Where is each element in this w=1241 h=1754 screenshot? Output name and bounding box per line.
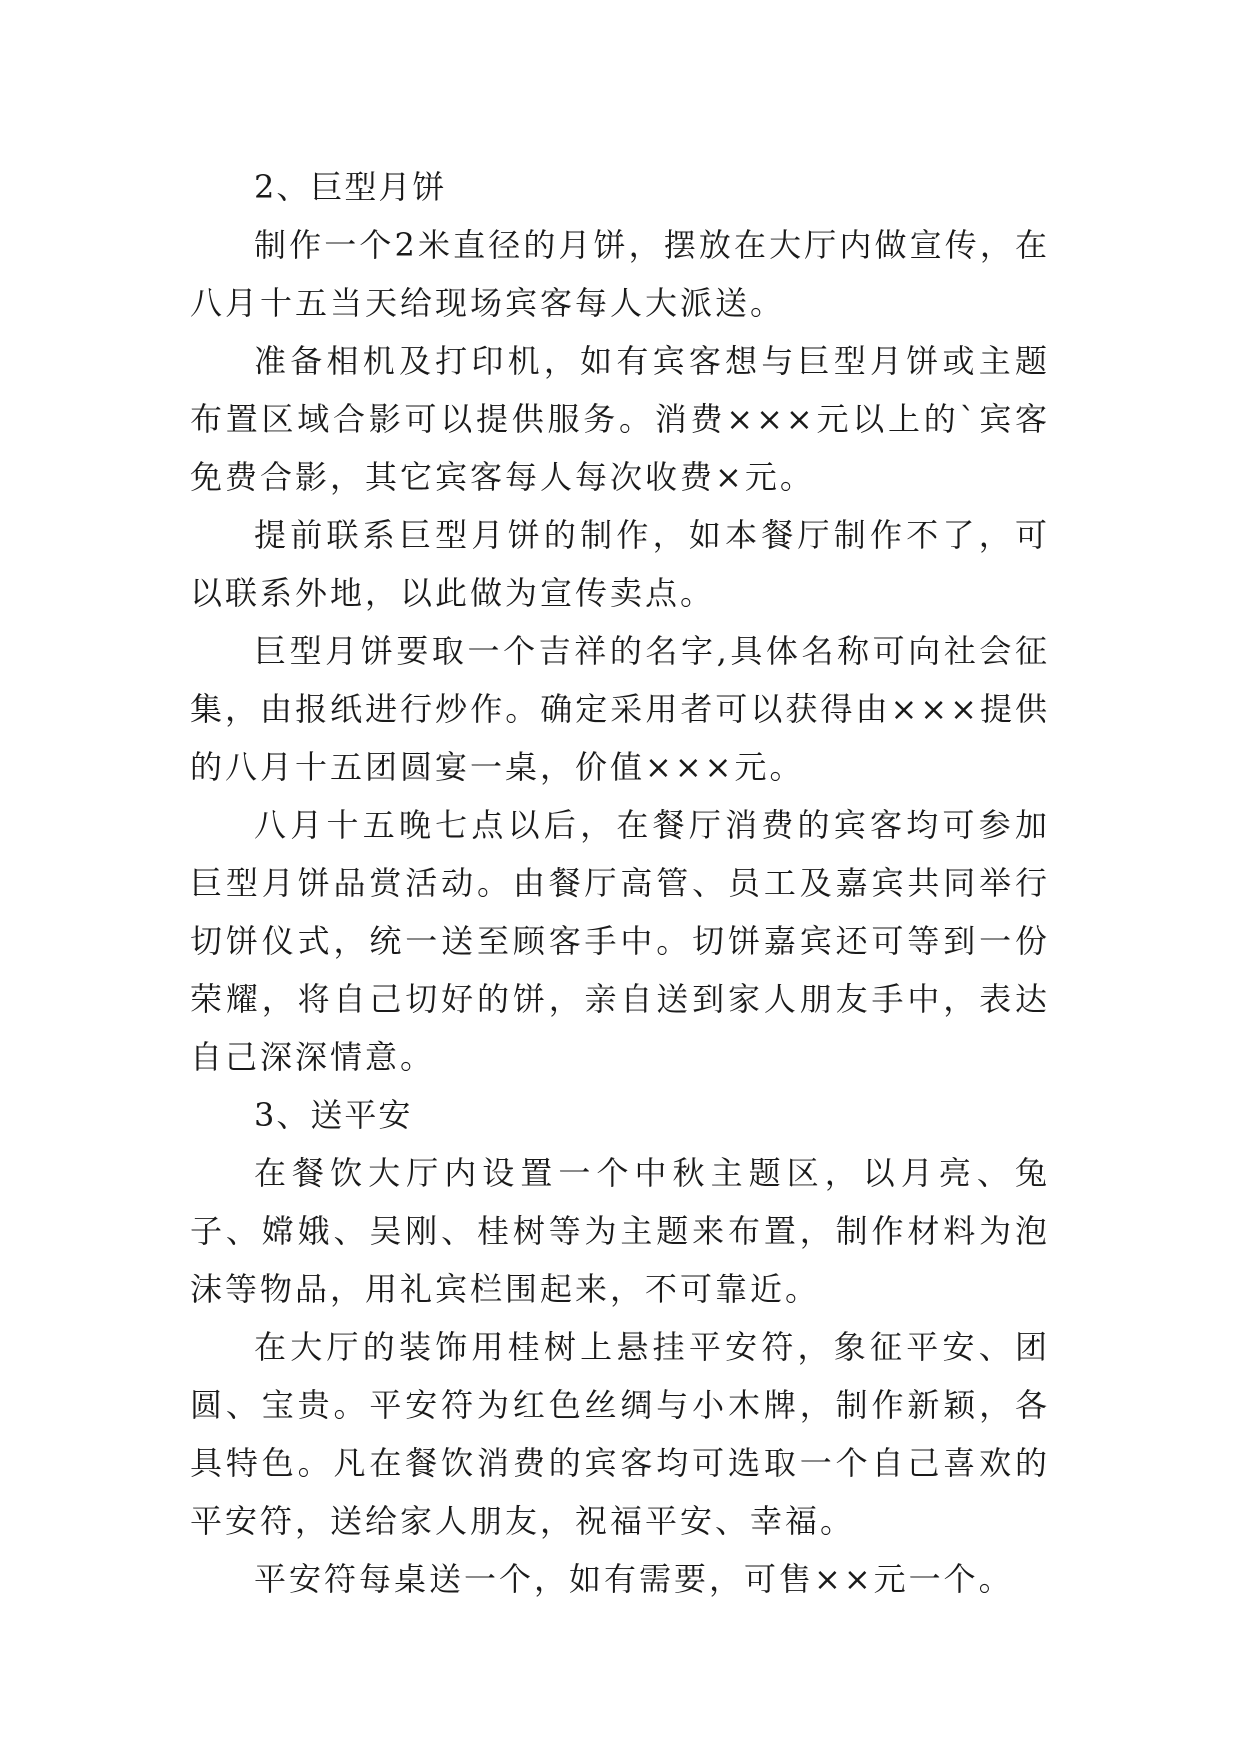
paragraph-tasting-event: 八月十五晚七点以后，在餐厅消费的宾客均可参加巨型月饼品赏活动。由餐厅高管、员工及嘉宾共同举行切饼仪式，统一送至顾客手中。切饼嘉宾还可等到一份荣耀，将自己切好的饼，亲自送到家人朋友手中，表达自己深深情意。	[190, 806, 1050, 1076]
section-heading-send-peace: 3、送平安	[254, 1096, 413, 1134]
section-heading-giant-mooncake: 2、巨型月饼	[254, 168, 447, 206]
document-body	[190, 158, 1050, 1608]
paragraph-peace-charms: 在大厅的装饰用桂树上悬挂平安符，象征平安、团圆、宝贵。平安符为红色丝绸与小木牌，制作新颖，各具特色。凡在餐饮消费的宾客均可选取一个自己喜欢的平安符，送给家人朋友，祝福平安、幸福。	[190, 1328, 1050, 1540]
paragraph-theme-area: 在餐饮大厅内设置一个中秋主题区，以月亮、兔子、嫦娥、吴刚、桂树等为主题来布置，制作材料为泡沫等物品，用礼宾栏围起来，不可靠近。	[190, 1154, 1050, 1308]
paragraph-photo-service: 准备相机及打印机，如有宾客想与巨型月饼或主题布置区域合影可以提供服务。消费×××元以上的`宾客免费合影，其它宾客每人每次收费×元。	[190, 342, 1050, 496]
paragraph-mooncake-making: 制作一个2米直径的月饼，摆放在大厅内做宣传，在八月十五当天给现场宾客每人大派送。	[190, 226, 1050, 322]
paragraph-naming-contest: 巨型月饼要取一个吉祥的名字,具体名称可向社会征集，由报纸进行炒作。确定采用者可以获得由×××提供的八月十五团圆宴一桌，价值×××元。	[190, 632, 1050, 786]
paragraph-charm-sale: 平安符每桌送一个，如有需要，可售××元一个。	[254, 1560, 1014, 1598]
paragraph-contact-production: 提前联系巨型月饼的制作，如本餐厅制作不了，可以联系外地，以此做为宣传卖点。	[190, 516, 1050, 612]
